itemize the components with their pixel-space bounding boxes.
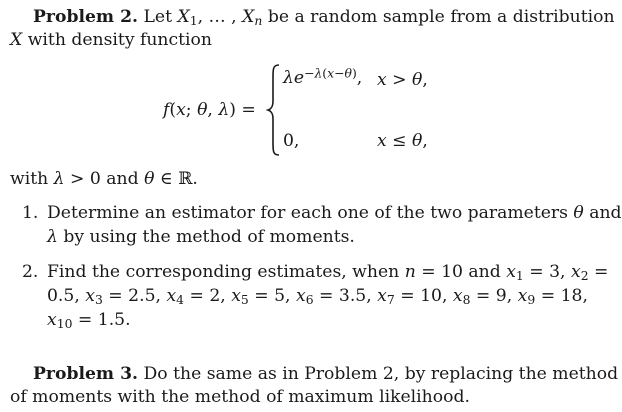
- list-item-2-line1: Find the corresponding estimates, when n = 10 and $x_1 = 3$, $x_2$ =: [47, 262, 609, 284]
- problem3-text-1: Do the same as in Problem 2, by replacing the method: [143, 364, 619, 384]
- problem2-intro-text-1: Let $X_1$, … , $X_n$ be a random sample from a distribution: [143, 7, 615, 29]
- list-item-2-line2: 0.5, $x_3 = 2.5$, $x_4 = 2$, $x_5 = 5$, $x_6 = 3.5$, $x_7 = 10$, $x_8 = 9$, $x_9 = 18$,: [47, 286, 588, 308]
- list-item-number-1: 1.: [22, 203, 39, 223]
- density-case2-condition: x ≤ θ,: [377, 131, 428, 151]
- problem3-line2: of moments with the method of maximum likelihood.: [10, 387, 470, 407]
- parameter-condition-line: with λ > 0 and θ ∈ ℝ.: [10, 169, 198, 189]
- left-brace-icon: [267, 63, 281, 157]
- problem2-intro-line1: [33, 6, 615, 29]
- problem3-line1: [33, 363, 619, 385]
- density-case2-expression: 0,: [283, 131, 300, 151]
- problem2-heading: Problem 2.: [33, 7, 139, 27]
- problem3-heading: Problem 3.: [33, 364, 139, 384]
- list-item-number-2: 2.: [22, 262, 39, 282]
- list-item-2-line3: $x_{10} = 1.5$.: [47, 310, 131, 332]
- list-item-1-line1: Determine an estimator for each one of the two parameters θ and: [47, 203, 622, 223]
- problem2-intro-line2: X with density function: [10, 30, 212, 50]
- list-item-1-line2: λ by using the method of moments.: [47, 227, 355, 247]
- density-case1-condition: x > θ,: [377, 70, 428, 90]
- density-function-display: [163, 63, 463, 158]
- density-lhs: f(x; θ, λ) =: [163, 100, 256, 120]
- density-case1-expression: $\lambda e^{-\lambda(x-\theta)}$,: [283, 66, 363, 88]
